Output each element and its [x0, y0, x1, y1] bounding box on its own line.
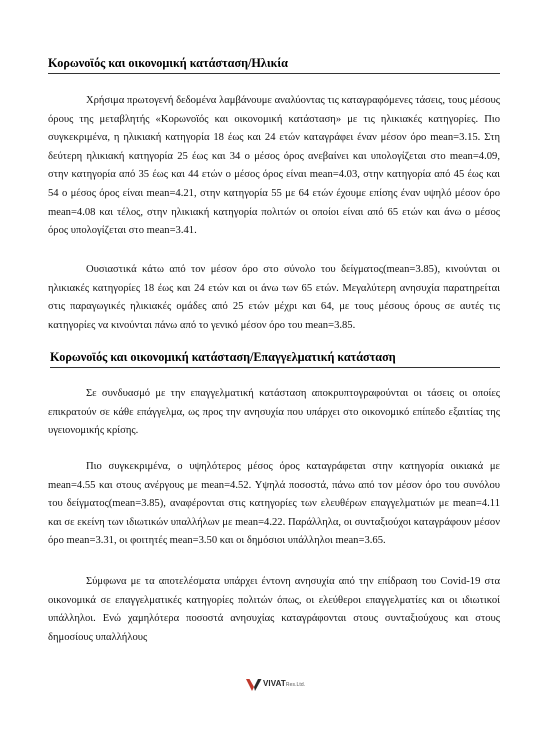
section-heading-employment: Κορωνοϊός και οικονομική κατάσταση/Επαγγελματική κατάσταση: [50, 350, 396, 364]
vivat-logo: [245, 677, 307, 693]
section-heading-age: Κορωνοϊός και οικονομική κατάσταση/Ηλικία: [48, 56, 288, 70]
logo-text: [263, 679, 305, 688]
logo-main-text: VIVAT: [263, 679, 286, 688]
paragraph-employment-details: Πιο συγκεκριμένα, ο υψηλότερος μέσος όρος καταγράφεται στην κατηγορία οικιακά με mean=4.55 και στους ανέργους με mean=4.52. Υψηλά ποσοστά, πάνω από τον μέσον όρο του συνόλου του δείγματος(mean=3.85), αναφέρονται στις κατηγορίες των ελευθέρων επαγγελματιών με mean=4.11 και σε εκείνη των ιδιωτικών υπαλλήλων με mean=4.22. Παράλληλα, οι συνταξιούχοι καταγράφουν μέσον όρο mean=3.31, οι φοιτητές mean=3.50 και οι δημόσιοι υπάλληλοι mean=3.65.: [48, 461, 500, 547]
paragraph-age-summary: Ουσιαστικά κάτω από τον μέσον όρο στο σύνολο του δείγματος(mean=3.85), κινούνται οι ηλικιακές κατηγορίες 18 έως και 24 ετών και οι άνω των 65 ετών. Μεγαλύτερη ανησυχία παρατηρείται στις παραγωγικές ηλικιακές ομάδες από 25 ετών μέχρι και 64, με τους μέσους όρους σε αυτές τις κατηγορίες να κινούνται πάνω από το γενικό μέσον όρο του mean=3.85.: [48, 264, 500, 331]
logo-mark-icon: [245, 677, 263, 693]
section-divider: [48, 73, 500, 74]
logo-sub-text: Res.Ltd.: [285, 682, 306, 688]
paragraph-employment-intro: Σε συνδυασμό με την επαγγελματική κατάσταση αποκρυπτογραφούνται οι τάσεις οι οποίες επικρατούν σε κάθε επάγγελμα, ως προς την ανησυχία που υπάρχει στο οικονομικό επίπεδο εξαιτίας της υγειονομικής κρίσης.: [48, 388, 500, 437]
section-divider: [50, 367, 500, 368]
paragraph-employment-conclusion: Σύμφωνα με τα αποτελέσματα υπάρχει έντονη ανησυχία από την επίδραση του Covid-19 στα οικονομικά σε επαγγελματικές κατηγορίες πολιτών όπως, οι ελεύθεροι επαγγελματίες και οι ιδιωτικοί υπάλληλοι. Ενώ χαμηλότερα ποσοστά ανησυχίας καταγράφονται στους συνταξιούχους και στους δημοσίους υπαλλήλους: [48, 576, 500, 643]
paragraph-age-intro: Χρήσιμα πρωτογενή δεδομένα λαμβάνουμε αναλύοντας τις καταγραφόμενες τάσεις, τους μέσους όρους της μεταβλητής «Κορωνοϊός και οικονομική κατάσταση» με τις ηλικιακές κατηγορίες. Πιο συγκεκριμένα, η ηλικιακή κατηγορία 18 έως και 24 ετών καταγράφει έναν μέσον όρο mean=3.15. Στη δεύτερη ηλικιακή κατηγορία 25 έως και 34 ο μέσος όρος ανεβαίνει και υπολογίζεται στο mean=4.09, στην κατηγορία από 35 έως και 44 ετών ο μέσος όρος είναι mean=4.03, στην κατηγορία από 45 έως και 54 ο μέσος όρος είναι mean=4.21, στην κατηγορία 55 με 64 ετών έχουμε επίσης έναν υψηλό μέσον όρο mean=4.08 και τέλος, στην ηλικιακή κατηγορία πολιτών οι οποίοι είναι από 65 ετών και άνω ο μέσος όρος υπολογίζεται στο mean=3.41.: [48, 95, 500, 237]
